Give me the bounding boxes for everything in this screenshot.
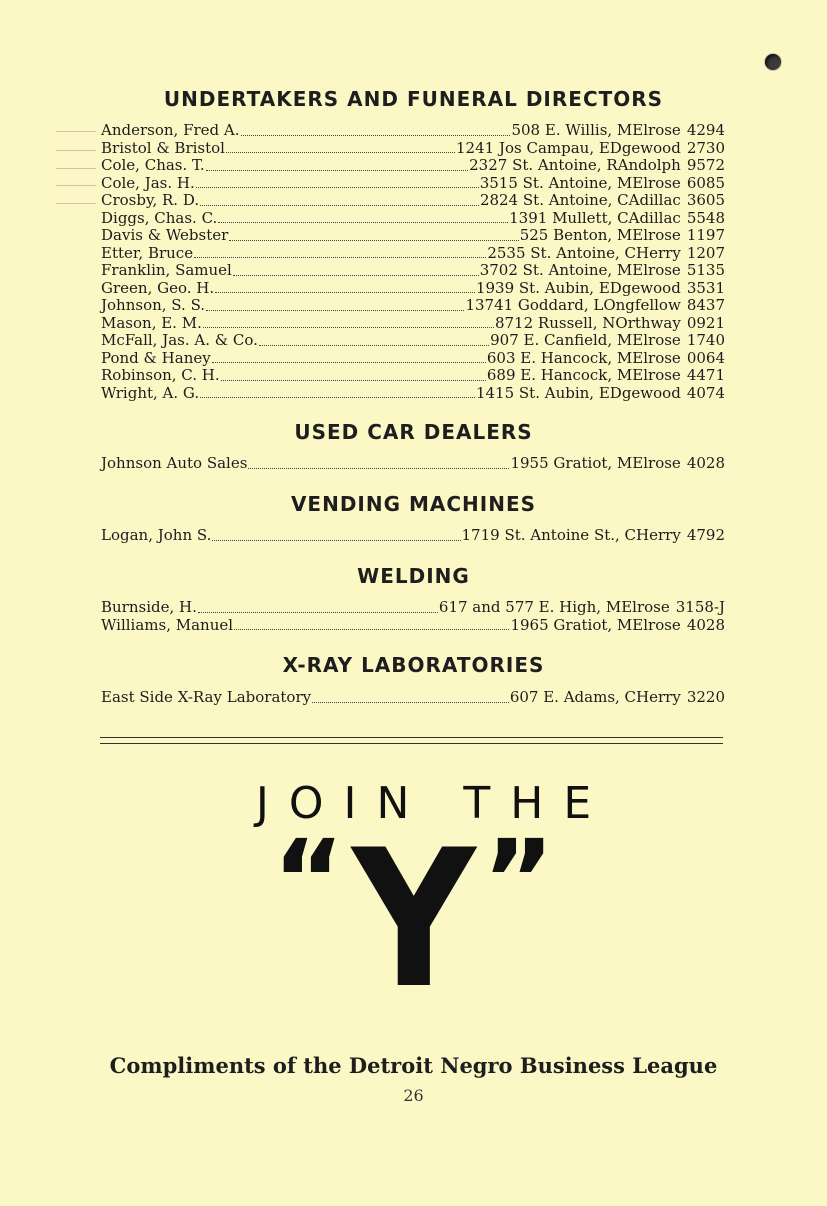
list-item — [101, 280, 725, 298]
leader-dots — [241, 134, 511, 136]
entry-name: Mason, E. M. — [101, 313, 202, 332]
entry-phone: 4028 — [686, 615, 725, 634]
leader-dots — [206, 309, 464, 311]
undertakers-list — [101, 122, 725, 402]
list-item — [101, 175, 725, 193]
leader-dots — [259, 344, 489, 346]
ad-compliments: Compliments of the Detroit Negro Business League — [109, 1053, 718, 1078]
entry-phone: 0921 — [686, 313, 725, 332]
list-item — [101, 122, 725, 140]
list-item — [101, 599, 725, 617]
list-item — [101, 350, 725, 368]
entry-name: Diggs, Chas. C. — [101, 208, 218, 227]
list-item — [101, 385, 725, 403]
ad-y-letter: Y — [351, 809, 476, 1030]
entry-phone: 5548 — [686, 208, 725, 227]
entry-address: 907 E. Canfield, MElrose — [490, 331, 681, 349]
entry-name: Anderson, Fred A. — [101, 121, 240, 139]
entry-phone: 1197 — [686, 226, 725, 244]
entry-phone: 0064 — [686, 348, 725, 367]
vending-machines-list — [101, 527, 725, 545]
entry-name: Crosby, R. D. — [101, 191, 200, 209]
leader-dots — [196, 186, 479, 188]
entry-name: Bristol & Bristol — [101, 138, 225, 157]
entry-address: 1241 Jos Campau, EDgewood — [456, 138, 681, 157]
entry-phone: 1207 — [686, 243, 725, 262]
list-item — [101, 315, 725, 333]
entry-name: Franklin, Samuel — [101, 261, 232, 279]
leader-dots — [234, 628, 509, 630]
section-title-used-car-dealers: USED CAR DEALERS — [294, 420, 533, 444]
open-quote: “ — [272, 816, 345, 944]
entry-phone: 4028 — [686, 454, 725, 472]
entry-address: 1939 St. Aubin, EDgewood — [475, 278, 681, 297]
entry-address: 508 E. Willis, MElrose — [511, 121, 681, 139]
entry-address: 2327 St. Antoine, RAndolph — [469, 156, 681, 174]
list-item — [101, 332, 725, 350]
used-car-dealers-list — [101, 455, 725, 473]
leader-dots — [221, 379, 486, 381]
list-item — [101, 617, 725, 635]
list-item — [101, 689, 725, 707]
pencil-mark — [56, 150, 96, 152]
entry-address: 1415 St. Aubin, EDgewood — [475, 383, 681, 402]
welding-list — [101, 599, 725, 634]
leader-dots — [215, 291, 475, 293]
section-title-vending-machines: VENDING MACHINES — [290, 492, 537, 516]
entry-address: 1955 Gratiot, MElrose — [510, 454, 681, 472]
pencil-mark — [56, 185, 96, 187]
leader-dots — [198, 611, 438, 613]
entry-phone: 4792 — [686, 526, 725, 544]
entry-name: Davis & Webster — [101, 226, 229, 244]
x-ray-laboratories-list — [101, 689, 725, 707]
entry-name: Wright, A. G. — [101, 383, 200, 402]
leader-dots — [226, 151, 455, 153]
entry-phone: 6085 — [686, 173, 725, 192]
leader-dots — [194, 256, 486, 258]
pencil-mark — [56, 168, 96, 170]
entry-phone: 3531 — [686, 278, 725, 297]
leader-dots — [200, 204, 479, 206]
entry-phone: 2730 — [686, 138, 725, 157]
list-item — [101, 455, 725, 473]
entry-name: Logan, John S. — [101, 526, 212, 544]
entry-name: Green, Geo. H. — [101, 278, 215, 297]
entry-name: Cole, Chas. T. — [101, 156, 205, 174]
leader-dots — [229, 239, 518, 241]
list-item — [101, 192, 725, 210]
entry-phone: 1740 — [686, 331, 725, 349]
section-title-welding: WELDING — [357, 564, 470, 588]
entry-phone: 4294 — [686, 121, 725, 139]
entry-address: 1719 St. Antoine St., CHerry — [461, 526, 681, 544]
entry-name: Johnson, S. S. — [101, 296, 206, 314]
entry-address: 1965 Gratiot, MElrose — [510, 615, 681, 634]
entry-name: Robinson, C. H. — [101, 366, 220, 384]
list-item — [101, 210, 725, 228]
leader-dots — [203, 326, 494, 328]
entry-address: 603 E. Hancock, MElrose — [486, 348, 681, 367]
leader-dots — [212, 539, 460, 541]
entry-phone: 3158-J — [675, 598, 725, 616]
page-number: 26 — [403, 1086, 424, 1105]
entry-name: Burnside, H. — [101, 598, 197, 616]
entry-phone: 3220 — [686, 688, 725, 706]
leader-dots — [212, 361, 486, 363]
entry-address: 689 E. Hancock, MElrose — [486, 366, 681, 384]
entry-phone: 4471 — [686, 366, 725, 384]
entry-address: 8712 Russell, NOrthway — [494, 313, 681, 332]
list-item — [101, 227, 725, 245]
entry-address: 1391 Mullett, CAdillac — [509, 208, 681, 227]
section-title-x-ray-laboratories: X-RAY LABORATORIES — [282, 653, 545, 677]
ad-headline: JOIN THE — [255, 778, 612, 829]
entry-address: 607 E. Adams, CHerry — [509, 688, 681, 706]
list-item — [101, 367, 725, 385]
entry-name: McFall, Jas. A. & Co. — [101, 331, 258, 349]
section-title-undertakers: UNDERTAKERS AND FUNERAL DIRECTORS — [163, 87, 664, 111]
leader-dots — [218, 221, 508, 223]
entry-address: 13741 Goddard, LOngfellow — [465, 296, 681, 314]
entry-name: Cole, Jas. H. — [101, 173, 195, 192]
list-item — [101, 140, 725, 158]
list-item — [101, 245, 725, 263]
entry-name: East Side X-Ray Laboratory — [101, 688, 312, 706]
punch-hole — [765, 54, 781, 70]
entry-name: Etter, Bruce — [101, 243, 194, 262]
entry-phone: 4074 — [686, 383, 725, 402]
entry-address: 617 and 577 E. High, MElrose — [438, 598, 670, 616]
entry-name: Johnson Auto Sales — [101, 454, 248, 472]
close-quote: ” — [482, 816, 555, 944]
pencil-mark — [56, 203, 96, 205]
leader-dots — [312, 701, 509, 703]
leader-dots — [248, 467, 509, 469]
entry-name: Pond & Haney — [101, 348, 211, 367]
entry-address: 2535 St. Antoine, CHerry — [487, 243, 681, 262]
entry-phone: 3605 — [686, 191, 725, 209]
list-item — [101, 297, 725, 315]
entry-address: 525 Benton, MElrose — [519, 226, 681, 244]
entry-name: Williams, Manuel — [101, 615, 234, 634]
pencil-mark — [56, 131, 96, 133]
leader-dots — [233, 274, 479, 276]
leader-dots — [200, 396, 475, 398]
entry-phone: 8437 — [686, 296, 725, 314]
list-item — [101, 262, 725, 280]
entry-address: 3515 St. Antoine, MElrose — [479, 173, 681, 192]
entry-address: 3702 St. Antoine, MElrose — [479, 261, 681, 279]
list-item — [101, 527, 725, 545]
entry-phone: 9572 — [686, 156, 725, 174]
list-item — [101, 157, 725, 175]
ad-y-logo — [0, 809, 827, 1030]
entry-phone: 5135 — [686, 261, 725, 279]
leader-dots — [206, 169, 469, 171]
entry-address: 2824 St. Antoine, CAdillac — [479, 191, 681, 209]
double-rule-divider — [100, 737, 723, 744]
